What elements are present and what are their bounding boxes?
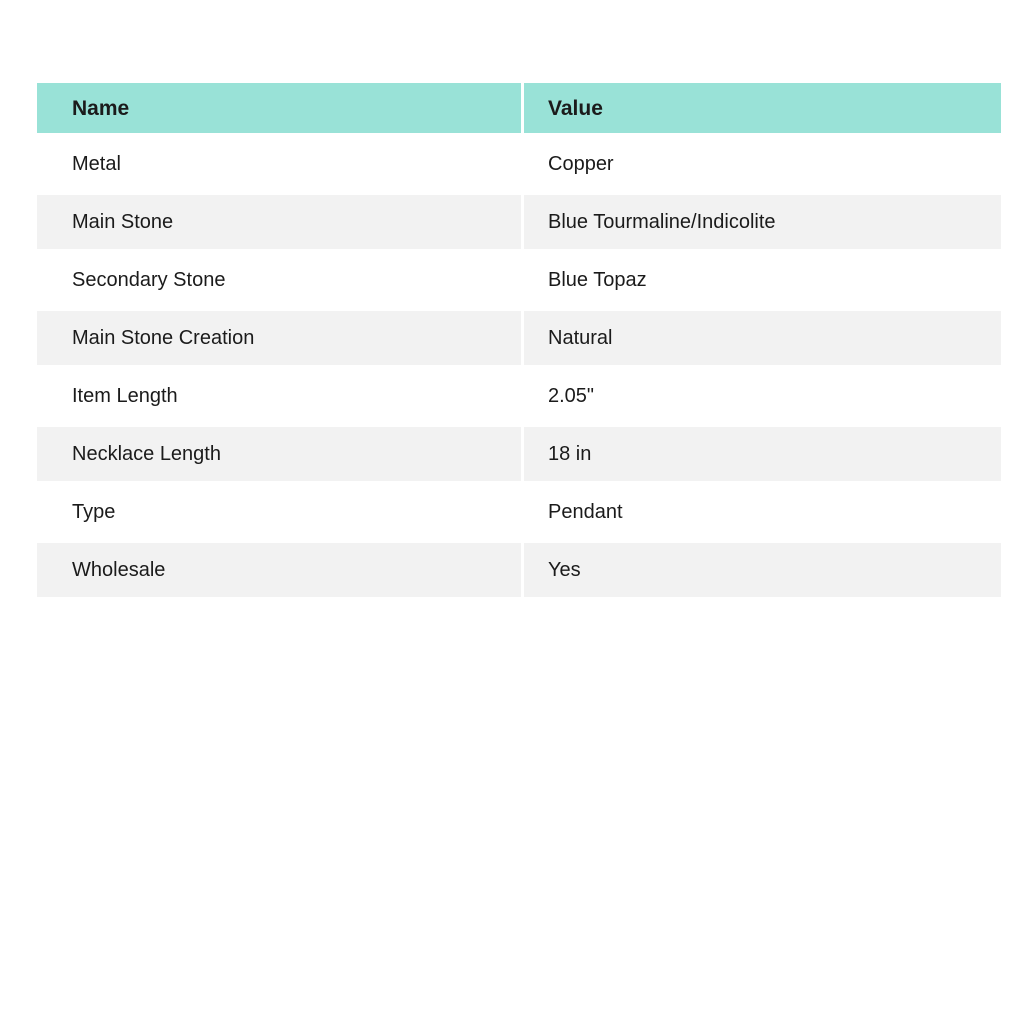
table-row (37, 369, 1001, 423)
table-row (37, 427, 1001, 481)
spec-name-cell: Necklace Length (37, 427, 521, 481)
spec-name-cell: Metal (37, 137, 521, 191)
spec-name-cell: Main Stone Creation (37, 311, 521, 365)
spec-name-cell: Main Stone (37, 195, 521, 249)
product-spec-table (37, 83, 1001, 597)
spec-value-cell: Copper (524, 137, 1001, 191)
spec-name-cell: Secondary Stone (37, 253, 521, 307)
spec-value-cell: Yes (524, 543, 1001, 597)
table-row (37, 253, 1001, 307)
table-header-row (37, 83, 1001, 133)
spec-value-cell: Natural (524, 311, 1001, 365)
table-row (37, 311, 1001, 365)
column-header-name: Name (37, 83, 521, 133)
spec-name-cell: Item Length (37, 369, 521, 423)
table-row (37, 195, 1001, 249)
spec-value-cell: Pendant (524, 485, 1001, 539)
spec-value-cell: 18 in (524, 427, 1001, 481)
spec-value-cell: Blue Topaz (524, 253, 1001, 307)
table-row (37, 485, 1001, 539)
spec-name-cell: Wholesale (37, 543, 521, 597)
spec-value-cell: 2.05" (524, 369, 1001, 423)
spec-name-cell: Type (37, 485, 521, 539)
table-row (37, 137, 1001, 191)
spec-value-cell: Blue Tourmaline/Indicolite (524, 195, 1001, 249)
column-header-value: Value (524, 83, 1001, 133)
table-row (37, 543, 1001, 597)
